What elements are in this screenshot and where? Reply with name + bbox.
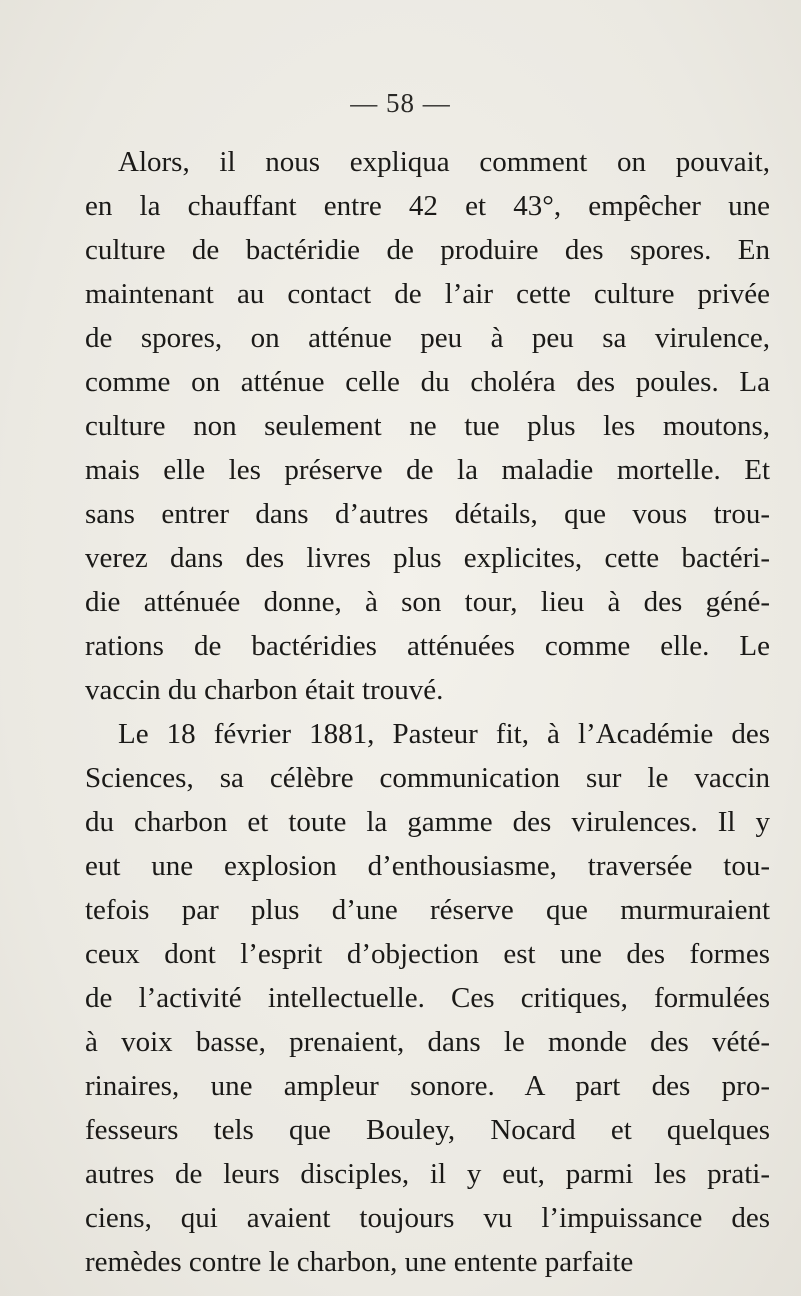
text-line: ciens, qui avaient toujours vu l’impuissance des	[85, 1202, 770, 1234]
text-line: ceux dont l’esprit d’objection est une des formes	[85, 938, 770, 970]
text-line: comme on atténue celle du choléra des poules. La	[85, 366, 770, 398]
text-line: Sciences, sa célèbre communication sur le vaccin	[85, 762, 770, 794]
text-line: fesseurs tels que Bouley, Nocard et quelques	[85, 1114, 770, 1146]
text-line: Le 18 février 1881, Pasteur fit, à l’Académie des	[118, 718, 770, 750]
page-number: — 58 —	[350, 88, 451, 118]
text-line: rations de bactéridies atténuées comme elle. Le	[85, 630, 770, 662]
text-line: autres de leurs disciples, il y eut, parmi les prati-	[85, 1158, 770, 1190]
text-line: rinaires, une ampleur sonore. A part des pro-	[85, 1070, 770, 1102]
text-line: de l’activité intellectuelle. Ces critiques, formulées	[85, 982, 770, 1014]
text-line: sans entrer dans d’autres détails, que vous trou-	[85, 498, 770, 530]
text-line: culture non seulement ne tue plus les moutons,	[85, 410, 770, 442]
text-line: à voix basse, prenaient, dans le monde des vété-	[85, 1026, 770, 1058]
text-line: de spores, on atténue peu à peu sa virulence,	[85, 322, 770, 354]
text-line: en la chauffant entre 42 et 43°, empêcher une	[85, 190, 770, 222]
text-line: eut une explosion d’enthousiasme, traversée tou-	[85, 850, 770, 882]
text-line: remèdes contre le charbon, une entente parfaite	[85, 1246, 634, 1278]
text-line: verez dans des livres plus explicites, cette bactéri-	[85, 542, 770, 574]
text-line: mais elle les préserve de la maladie mortelle. Et	[85, 454, 770, 486]
text-line: du charbon et toute la gamme des virulences. Il y	[85, 806, 770, 838]
text-line: die atténuée donne, à son tour, lieu à des géné-	[85, 586, 770, 618]
text-line: Alors, il nous expliqua comment on pouvait,	[118, 146, 770, 178]
text-line: vaccin du charbon était trouvé.	[85, 674, 444, 706]
text-line: tefois par plus d’une réserve que murmuraient	[85, 894, 770, 926]
text-line: maintenant au contact de l’air cette culture privée	[85, 278, 770, 310]
text-line: culture de bactéridie de produire des spores. En	[85, 234, 770, 266]
body-text	[85, 140, 770, 1284]
